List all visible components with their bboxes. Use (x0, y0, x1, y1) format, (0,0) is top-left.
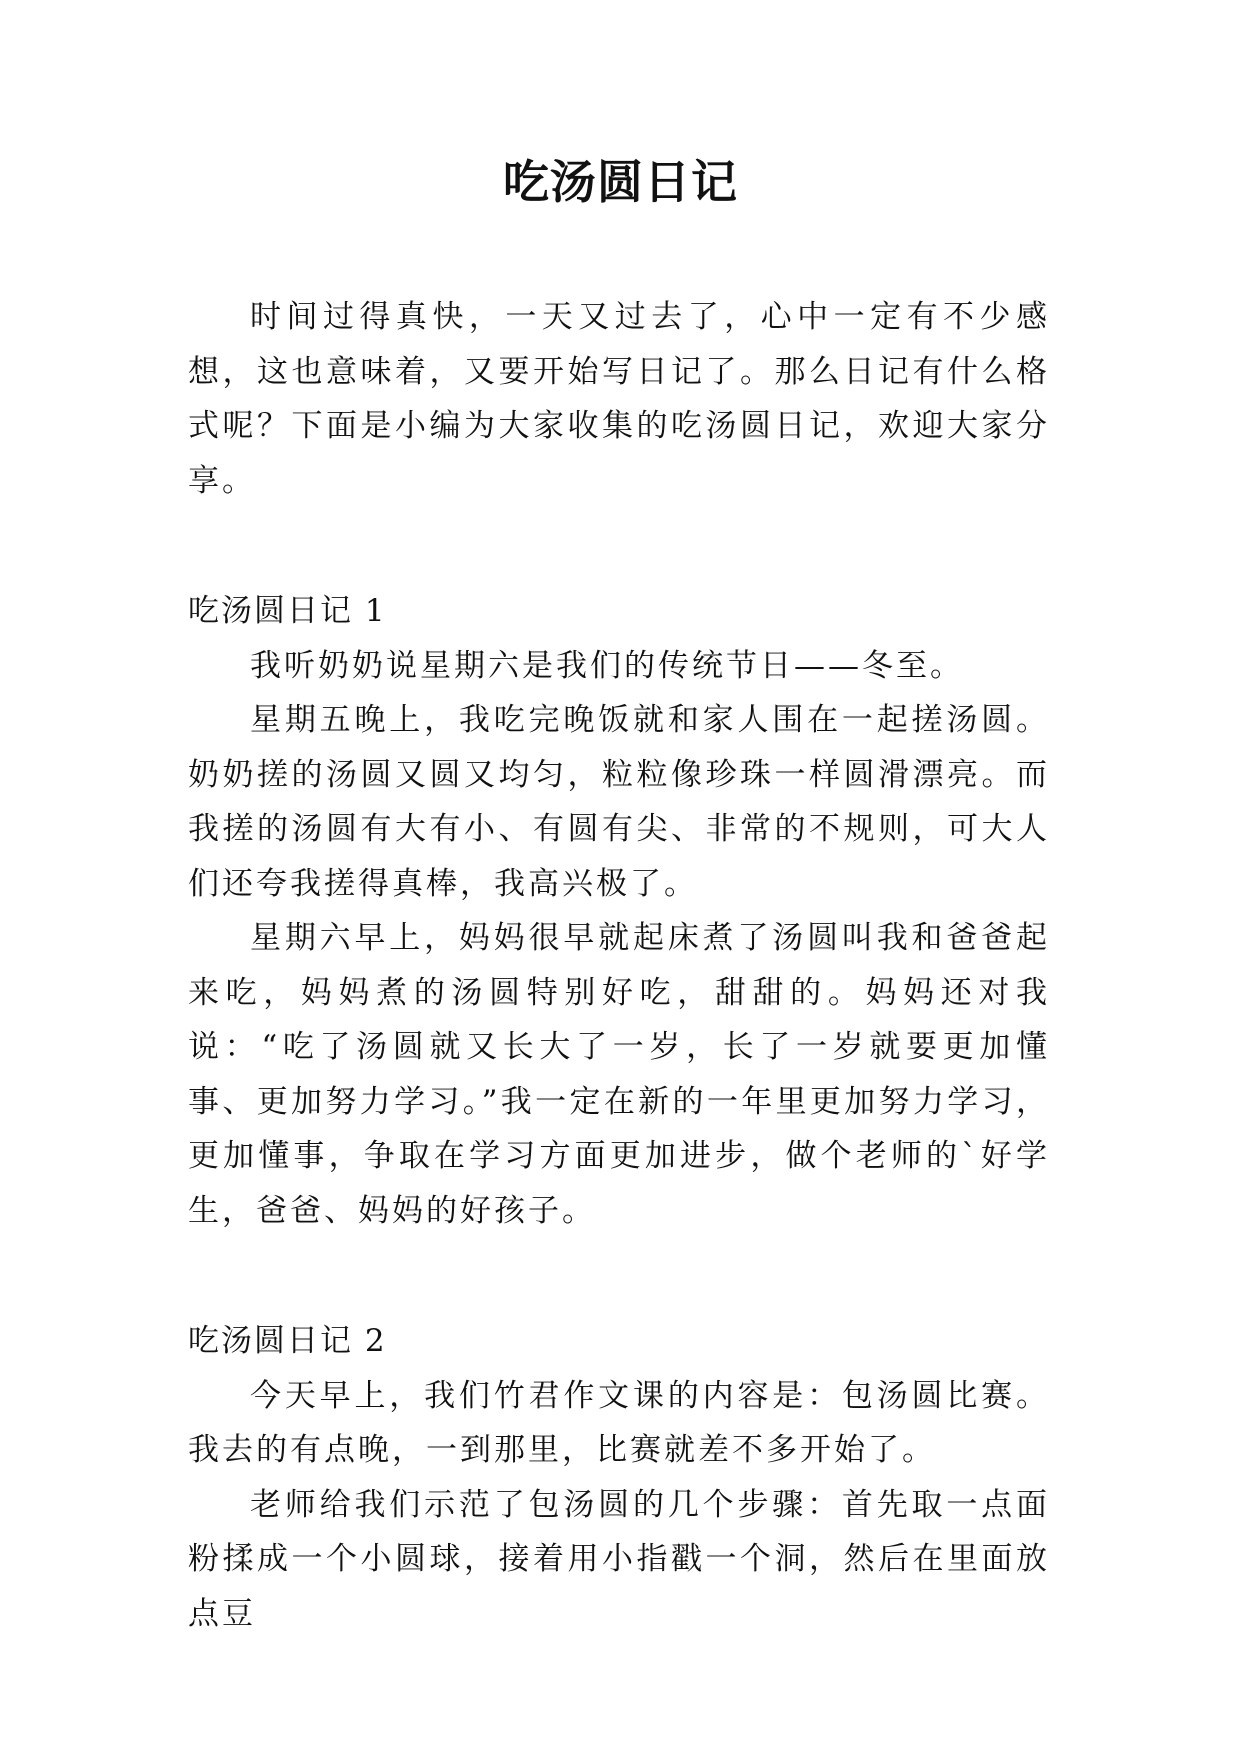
section-spacer (188, 508, 1050, 584)
section-heading: 吃汤圆日记 2 (188, 1323, 387, 1359)
diary-section-1 (188, 584, 1050, 1238)
section-paragraph: 老师给我们示范了包汤圆的几个步骤：首先取一点面粉揉成一个小圆球，接着用小指戳一个洞，然后在里面放点豆 (188, 1486, 1050, 1632)
document-body (188, 290, 1050, 1641)
section-paragraph: 星期六早上，妈妈很早就起床煮了汤圆叫我和爸爸起来吃，妈妈煮的汤圆特别好吃，甜甜的。妈妈还对我说：“吃了汤圆就又长大了一岁，长了一岁就要更加懂事、更加努力学习。”我一定在新的一年里更加努力学习，更加懂事，争取在学习方面更加进步，做个老师的`好学生，爸爸、妈妈的好孩子。 (188, 920, 1050, 1229)
intro-paragraph: 时间过得真快，一天又过去了，心中一定有不少感想，这也意味着，又要开始写日记了。那么日记有什么格式呢？下面是小编为大家收集的吃汤圆日记，欢迎大家分享。 (188, 299, 1050, 499)
section-spacer (188, 1238, 1050, 1314)
section-paragraph: 我听奶奶说星期六是我们的传统节日——冬至。 (250, 647, 964, 684)
section-paragraph: 星期五晚上，我吃完晚饭就和家人围在一起搓汤圆。奶奶搓的汤圆又圆又均匀，粒粒像珍珠一样圆滑漂亮。而我搓的汤圆有大有小、有圆有尖、非常的不规则，可大人们还夸我搓得真棒，我高兴极了。 (188, 702, 1050, 902)
diary-section-2 (188, 1314, 1050, 1641)
section-paragraph: 今天早上，我们竹君作文课的内容是：包汤圆比赛。我去的有点晚，一到那里，比赛就差不多开始了。 (188, 1377, 1050, 1468)
document-title: 吃汤圆日记 (503, 155, 738, 209)
section-heading: 吃汤圆日记 1 (188, 593, 387, 629)
